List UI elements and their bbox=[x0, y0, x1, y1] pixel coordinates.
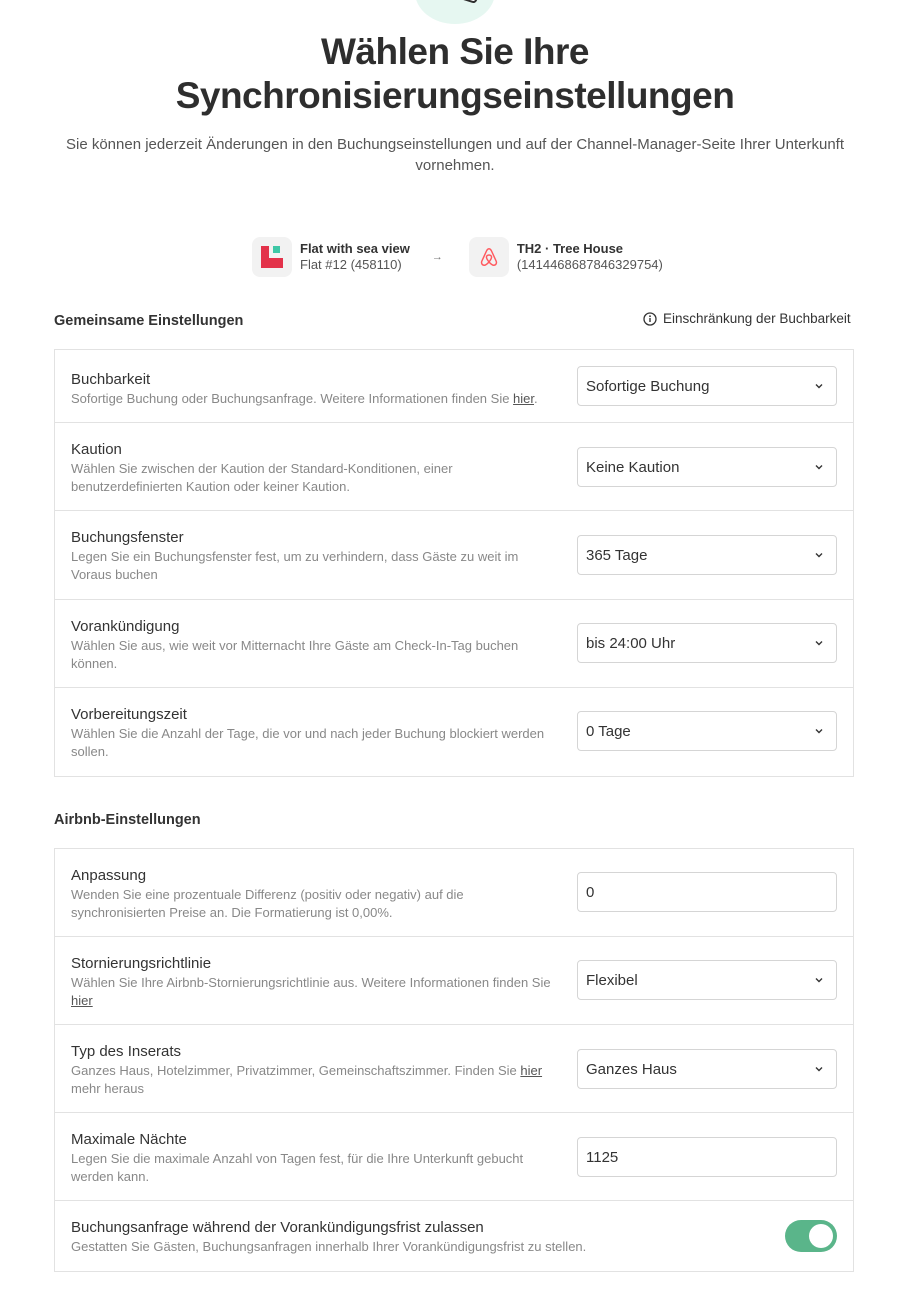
select-value: Flexibel bbox=[586, 971, 638, 989]
cancellation-policy-select[interactable] bbox=[577, 960, 837, 1000]
setting-description: Legen Sie die maximale Anzahl von Tagen fest, für die Ihre Unterkunft gebucht werden kann. bbox=[71, 1151, 524, 1184]
common-settings-panel bbox=[54, 349, 854, 777]
info-link[interactable]: hier bbox=[520, 1063, 543, 1078]
max-nights-input[interactable] bbox=[577, 1137, 837, 1177]
setting-label: Buchungsfenster bbox=[71, 529, 184, 546]
setting-description: Gestatten Sie Gästen, Buchungsanfragen innerhalb Ihrer Vorankündigungsfrist zu stellen. bbox=[71, 1239, 587, 1254]
target-listing bbox=[469, 237, 663, 277]
request-during-notice-toggle[interactable] bbox=[785, 1220, 837, 1252]
select-value: Sofortige Buchung bbox=[586, 377, 710, 395]
setting-description-text: Ganzes Haus, Hotelzimmer, Privatzimmer, Gemeinschaftszimmer. Finden Sie bbox=[71, 1063, 521, 1078]
select-value: 0 Tage bbox=[586, 722, 631, 740]
target-listing-name: TH2 · Tree House bbox=[516, 241, 624, 256]
booking-window-select[interactable] bbox=[577, 535, 837, 575]
advance-notice-select[interactable] bbox=[577, 623, 837, 663]
airbnb-icon bbox=[469, 237, 509, 277]
setting-row-request-during-notice bbox=[55, 1201, 853, 1271]
setting-description: Wählen Sie zwischen der Kaution der Standard-Konditionen, einer benutzerdefinierten Kaution oder keiner Kaution. bbox=[71, 461, 453, 494]
arrow-right-icon: → bbox=[431, 251, 443, 263]
target-listing-id: (1414468687846329754) bbox=[516, 257, 663, 272]
setting-row-deposit bbox=[55, 423, 853, 511]
common-settings-title: Gemeinsame Einstellungen bbox=[54, 313, 244, 329]
chevron-down-icon bbox=[814, 381, 824, 391]
setting-label: Typ des Inserats bbox=[71, 1043, 182, 1060]
info-link[interactable]: hier bbox=[513, 391, 535, 406]
setting-row-booking-window bbox=[55, 511, 853, 600]
setting-row-advance-notice bbox=[55, 600, 853, 688]
source-listing-id: Flat #12 (458110) bbox=[300, 257, 402, 272]
select-value: bis 24:00 Uhr bbox=[586, 634, 676, 652]
chevron-down-icon bbox=[814, 638, 824, 648]
setting-description-text: Wählen Sie Ihre Airbnb-Stornierungsrichtlinie aus. Weitere Informationen finden Sie bbox=[71, 975, 551, 990]
listing-type-select[interactable] bbox=[577, 1049, 837, 1089]
setting-label: Buchbarkeit bbox=[71, 371, 151, 388]
input-value: 0 bbox=[586, 883, 595, 901]
page-title-line-2: Synchronisierungseinstellungen bbox=[175, 75, 735, 116]
setting-label: Anpassung bbox=[71, 867, 147, 884]
setting-description: Legen Sie ein Buchungsfenster fest, um zu verhindern, dass Gäste zu weit im Voraus buchen bbox=[71, 549, 519, 582]
chevron-down-icon bbox=[814, 1064, 824, 1074]
setting-row-adjustment bbox=[55, 849, 853, 937]
setting-description-end: . bbox=[534, 391, 538, 406]
input-value: 1125 bbox=[586, 1148, 619, 1166]
setting-description: Wählen Sie die Anzahl der Tage, die vor und nach jeder Buchung blockiert werden sollen. bbox=[71, 726, 545, 759]
source-listing-name: Flat with sea view bbox=[300, 241, 410, 256]
toggle-knob bbox=[809, 1224, 833, 1248]
deposit-select[interactable] bbox=[577, 447, 837, 487]
setting-label: Buchungsanfrage während der Vorankündigungsfrist zulassen bbox=[71, 1219, 484, 1236]
bookability-select[interactable] bbox=[577, 366, 837, 406]
airbnb-settings-title: Airbnb-Einstellungen bbox=[54, 812, 201, 828]
setting-label: Stornierungsrichtlinie bbox=[71, 955, 212, 972]
page-subtitle: Sie können jederzeit Änderungen in den Buchungseinstellungen und auf der Channel-Manager-Seite Ihrer Unterkunft vornehmen. bbox=[65, 136, 844, 174]
setting-label: Maximale Nächte bbox=[71, 1131, 187, 1148]
setting-description-end: mehr heraus bbox=[71, 1080, 144, 1096]
setting-description bbox=[71, 390, 561, 408]
chevron-down-icon bbox=[814, 726, 824, 736]
booking-restriction-link[interactable] bbox=[643, 311, 851, 326]
select-value: Keine Kaution bbox=[586, 458, 680, 476]
listing-connection bbox=[252, 236, 663, 278]
page-title bbox=[0, 30, 910, 118]
setting-row-bookability bbox=[55, 350, 853, 423]
chevron-down-icon bbox=[814, 550, 824, 560]
setting-row-listing-type bbox=[55, 1025, 853, 1113]
select-value: 365 Tage bbox=[586, 546, 648, 564]
source-listing bbox=[252, 237, 410, 277]
info-link[interactable]: hier bbox=[71, 992, 93, 1008]
envelope-illustration-icon bbox=[415, 0, 495, 24]
brand-logo-icon bbox=[252, 237, 292, 277]
select-value: Ganzes Haus bbox=[586, 1060, 677, 1078]
preparation-time-select[interactable] bbox=[577, 711, 837, 751]
setting-row-preparation-time bbox=[55, 688, 853, 776]
chevron-down-icon bbox=[814, 975, 824, 985]
setting-description: Wenden Sie eine prozentuale Differenz (positiv oder negativ) auf die synchronisierten Preise an. Die Formatierung ist 0,00%. bbox=[71, 887, 464, 920]
setting-description-text: Sofortige Buchung oder Buchungsanfrage. Weitere Informationen finden Sie bbox=[71, 391, 514, 406]
setting-row-cancellation-policy bbox=[55, 937, 853, 1025]
info-icon bbox=[643, 312, 657, 326]
setting-label: Vorbereitungszeit bbox=[71, 706, 187, 723]
setting-label: Vorankündigung bbox=[71, 618, 180, 635]
adjustment-input[interactable] bbox=[577, 872, 837, 912]
setting-label: Kaution bbox=[71, 441, 122, 458]
setting-description bbox=[71, 974, 561, 1009]
booking-restriction-label: Einschränkung der Buchbarkeit bbox=[663, 311, 851, 326]
setting-row-max-nights bbox=[55, 1113, 853, 1201]
setting-description bbox=[71, 1062, 551, 1097]
airbnb-settings-panel bbox=[54, 848, 854, 1272]
setting-description: Wählen Sie aus, wie weit vor Mitternacht Ihre Gäste am Check-In-Tag buchen können. bbox=[71, 638, 519, 671]
page-title-line-1: Wählen Sie Ihre bbox=[320, 31, 589, 72]
chevron-down-icon bbox=[814, 462, 824, 472]
